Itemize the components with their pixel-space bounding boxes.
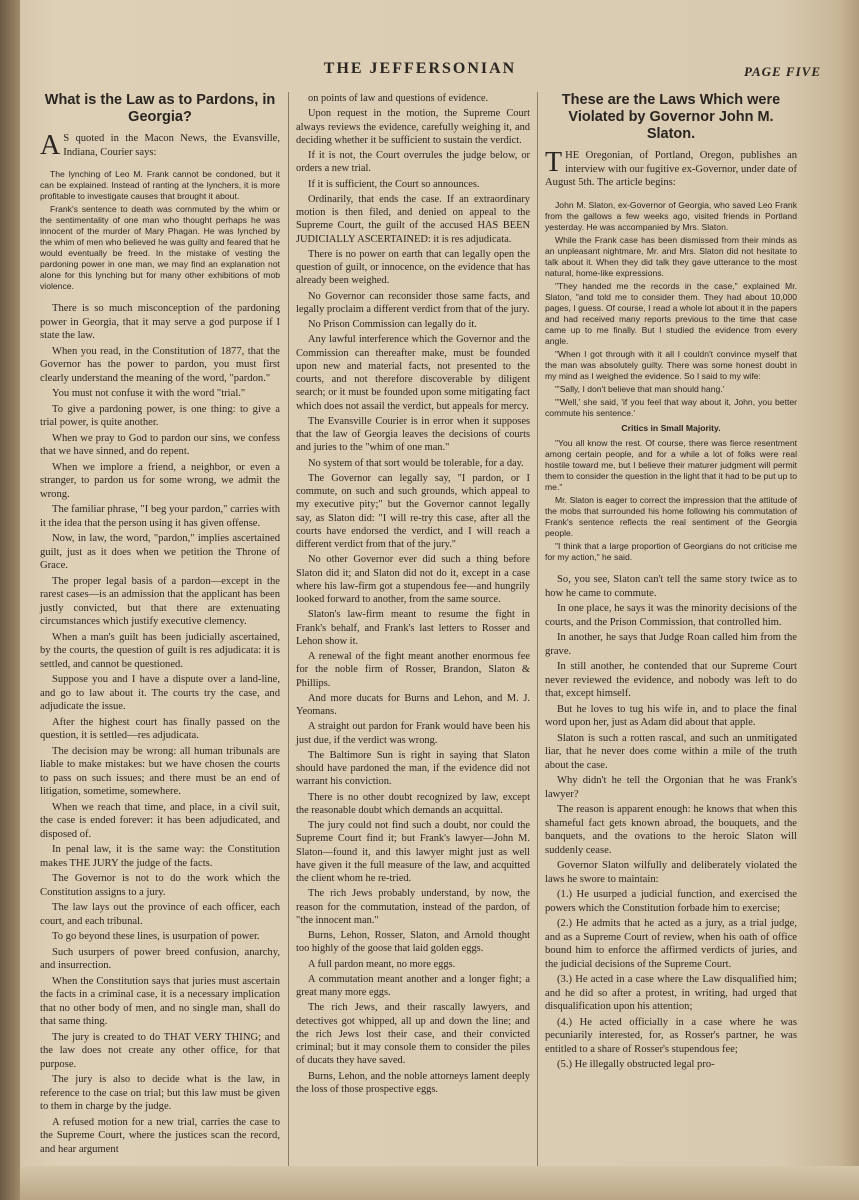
paragraph: The familiar phrase, "I beg your pardon," carries with it the idea that the person using it has given offense. [40,504,280,529]
quote-paragraph: Mr. Slaton is eager to correct the impression that the attitude of the mobs that surrounded his home following his commutation of Frank's sentence reflects the real sentiment of the Georgia people. [545,495,797,538]
paragraph: No system of that sort would be tolerable, for a day. [308,457,524,469]
paragraph: When you read, in the Constitution of 1877, that the Governor has the power to pardon, you must first clearly understand the meaning of the word, "pardon." [40,345,280,384]
page-number: PAGE FIVE [743,64,821,79]
paragraph: No Prison Commission can legally do it. [308,319,477,330]
paragraph: A refused motion for a new trial, carries the case to the Supreme Court, where the justices scan the record, and hear argument [40,1116,280,1155]
column-rule [537,92,538,1167]
paragraph: No Governor can reconsider those same facts, and legally proclaim a different verdict from that of the jury. [296,290,530,315]
headline-laws-violated: These are the Laws Which were Violated by Governor John M. Slaton. [561,92,781,142]
article-body [296,92,530,1096]
paragraph: In still another, he contended that our Supreme Court never reviewed the evidence, and nobody was left to do that, except himself. [545,661,797,699]
paragraph: The law lays out the province of each officer, each court, and each tribunal. [40,902,280,927]
paragraph: When we reach that time, and place, in a civil suit, the case is ended forever: it has been adjudicated, and disposed of. [40,801,280,840]
paragraph: In another, he says that Judge Roan called him from the grave. [545,632,797,657]
quote-paragraph: The lynching of Leo M. Frank cannot be condoned, but it can be explained. Instead of ranting at the lynchers, it is more profitable to investigate causes that brought it about. [40,169,280,201]
subhead: Critics in Small Majority. [621,422,721,433]
paragraph: A renewal of the fight meant another enormous fee for the noble firm of Rosser, Brandon, Slaton & Phillips. [296,651,530,689]
column-3 [545,92,797,1074]
paragraph: Why didn't he tell the Orgonian that he was Frank's lawyer? [545,775,797,800]
paragraph: Governor Slaton wilfully and deliberately violated the laws he swore to maintain: [545,860,797,885]
quote-paragraph: Frank's sentence to death was commuted by the whim or the sentimentality of one man who thought perhaps he was innocent of the murder of Mary Phagan. He was lynched by the whim of men who believed he was guilty and feared that he would eventually be freed. In the mistake of vesting the pardoning power in one man, we may find an explanation not alone for this lynching but for many other exhibitions of mob violence. [40,204,280,291]
paragraph: You must not confuse it with the word "trial." [52,388,246,399]
paragraph: Slaton is such a rotten rascal, and such an unmitigated liar, that he never does come within a mile of the truth about the case. [545,732,797,771]
paragraph: There is no power on earth that can legally open the question of guilt, or innocence, on the evidence that has already been weighed. [296,248,530,287]
paragraph: (4.) He acted officially in a case where he was pecuniarily interested, for, as Rosser's partner, he was entitled to a share of Rosser's stupendous fee; [545,1016,797,1055]
paragraph: The Governor is not to do the work which the Constitution assigns to a jury. [40,873,280,898]
headline-pardons: What is the Law as to Pardons, in Georgia? [44,92,276,125]
paragraph: The reason is apparent enough: he knows that when this shameful fact gets known abroad, the bouquets, and the banquets, and the ovations to the heroic Slaton will suddenly cease. [545,804,797,856]
paragraph: (1.) He usurped a judicial function, and exercised the powers which the Constitution forbade him to exercise; [545,889,797,914]
paragraph: (5.) He illegally obstructed legal pro- [557,1059,715,1070]
paragraph: Burns, Lehon, and the noble attorneys lament deeply the loss of those prospective eggs. [296,1070,530,1095]
quote-paragraph: "They handed me the records in the case," explained Mr. Slaton, "and told me to consider them. They had about 10,000 pages, I guess. Of course, I read a whole lot about it in the papers and had received many reports previous to the time that case came up to me finally. But I studied the evidence from every angle. [545,280,797,346]
binding-spine [0,0,20,1200]
paragraph: Such usurpers of power breed confusion, anarchy, and insurrection. [40,946,280,971]
page-bottom-edge [20,1166,859,1200]
paragraph: The Baltimore Sun is right in saying that Slaton should have pardoned the man, if the evidence did not warrant his conviction. [296,749,530,788]
paragraph: on points of law and questions of evidence. [308,93,489,104]
column-2 [296,92,530,1098]
lead-paragraph: THE Oregonian, of Portland, Oregon, publishes an interview with our fugitive ex-Governor, under date of August 5th. The article begins: [545,147,797,188]
paragraph: A full pardon meant, no more eggs. [308,958,456,970]
quote-paragraph: While the Frank case has been dismissed from their minds as an unpleasant nightmare, Mr. and Mrs. Slaton did not hesitate to talk about it. When they did talk they gave utterance to the most natural, home-like expressions. [545,234,797,278]
paragraph: But he loves to tug his wife in, and to place the final word upon her, just as Adam did about that apple. [545,703,797,728]
quote-paragraph: "You all know the rest. Of course, there was fierce resentment among certain people, and for a while a lot of folks were real hostile toward me, but I believe their maturer judgment will permit them to consider the question in the light that it had to be put up to me." [545,438,797,492]
paragraph: To give a pardoning power, is one thing: to give a trial power, is quite another. [40,403,280,428]
paragraph: When we implore a friend, a neighbor, or even a stranger, to pardon us for some wrong, we admit the wrong. [40,461,280,500]
paragraph: Ordinarily, that ends the case. If an extraordinary motion is then filed, and denied on appeal to the Supreme Court, the guilt of the accused HAS BEEN JUDICIALLY ASCERTAINED: it is res adjudicata. [296,193,530,245]
masthead: THE JEFFERSONIAN [323,60,517,77]
quote-block [40,169,280,292]
paragraph: If it is not, the Court overrules the judge below, or orders a new trial. [296,150,530,175]
paragraph: The rich Jews probably understand, by now, the reason for the commutation, instead of the pardon, of "the innocent man." [296,888,530,926]
quote-paragraph: "When I got through with it all I couldn't convince myself that the man was absolutely guilty. There was some honest doubt in my mind as I weighed the evidence. So I said to my wife: [545,348,797,381]
paragraph: Now, in law, the word, "pardon," implies ascertained guilt, just as it does when we petition the Throne of Grace. [40,533,280,571]
paragraph: The jury is also to decide what is the law, in reference to the case on trial; but this law must be given to them in charge by the judge. [40,1074,280,1112]
paragraph: When the Constitution says that juries must ascertain the facts in a criminal case, it is a necessary implication that no other body of men, and no single man, shall do that same thing. [40,975,280,1027]
paragraph: So, you see, Slaton can't tell the same story twice as to how he came to commute. [545,574,797,599]
paragraph: In one place, he says it was the minority decisions of the courts, and the Prison Commission, that controlled him. [545,603,797,628]
paragraph: A commutation meant another and a longer fight; a great many more eggs. [296,973,530,998]
paragraph: Slaton's law-firm meant to resume the fight in Frank's behalf, and Frank's last letters to Rosser and Lehon show it. [296,609,530,647]
paragraph: The rich Jews, and their rascally lawyers, and detectives got whipped, all up and down the line; and the rich Jews lost their case, and their convicted criminal; but it may console them to consider the piles of ducats they have saved. [296,1002,530,1067]
quote-block [545,200,797,419]
paragraph: If it is sufficient, the Court so announces. [308,178,480,190]
paragraph: The decision may be wrong: all human tribunals are liable to make mistakes: but we have chosen the courts to pass on such issues; and there must be an end of litigation, sometime, somewhere. [40,745,280,797]
paragraph: And more ducats for Burns and Lehon, and M. J. Yeomans. [296,692,530,717]
paragraph: Any lawful interference which the Governor and the Commission can thereafter make, must be founded upon new and material facts, not presented to the courts, and not therefore discoverable by diligent search; or it must be founded upon some mitigating fact which does not assail the verdict, but appeals for mercy. [296,334,530,412]
dropcap: T [545,147,563,178]
paragraph: When a man's guilt has been judicially ascertained, by the courts, the question of guilt is res adjudicata: it is settled, and cannot be questioned. [40,631,280,670]
paragraph: (3.) He acted in a case where the Law disqualified him; and he did so after a protest, in writing, had urged that disqualification upon his attention; [545,974,797,1012]
paragraph: No other Governor ever did such a thing before Slaton did it; and Slaton did not do it, except in a case where his law-firm got a stupendous fee—and hungrily looked forward to another, from the same source. [296,554,530,605]
article-body [40,302,280,1156]
column-rule [288,92,289,1167]
quote-block [545,438,797,563]
quote-paragraph: "'Well,' she said, 'if you feel that way about it, John, you better commute his sentence.' [545,396,797,418]
paragraph: There is no other doubt recognized by law, except the reasonable doubt which demands an acquittal. [296,791,530,816]
paragraph: In penal law, it is the same way: the Constitution makes THE JURY the judge of the facts. [40,844,280,869]
paragraph: Upon request in the motion, the Supreme Court always reviews the evidence, carefully weighing it, and deciding whether it be sufficient to sustain the verdict. [296,108,530,146]
paragraph: The jury is created to do THAT VERY THING; and the law does not create any other office, for that purpose. [40,1031,280,1070]
paragraph: There is so much misconception of the pardoning power in Georgia, that it may serve a god purpose if I state the law. [40,303,280,341]
paragraph: The Evansville Courier is in error when it supposes that the law of Georgia leaves the decisions of courts and juries to the "whim of one man." [296,415,530,454]
paragraph: (2.) He admits that he acted as a jury, as a trial judge, and as a Supreme Court of review, when his oath of office bound him to enforce the affirmed verdicts of juries, and the judicial decisions of the Supreme Court. [545,918,797,970]
lead-paragraph: A S quoted in the Macon News, the Evansville, Indiana, Courier says: [40,130,280,161]
paragraph: To go beyond these lines, is usurpation of power. [52,931,260,942]
paragraph: When we pray to God to pardon our sins, we confess that we have sinned, and do repent. [40,432,280,457]
paragraph: The Governor can legally say, "I pardon, or I commute, on such and such grounds, which appeal to my executive pity;" but the Governor cannot legally say, as Slaton did: "I will re-try this case, after all the courts have endorsed the verdict, and I will reach a different verdict from that of the jury." [296,472,530,550]
paragraph: After the highest court has finally passed on the question, it is settled—res adjudicata. [40,716,280,741]
quote-paragraph: "I think that a large proportion of Georgians do not criticise me for my action," he said. [545,541,797,562]
paragraph: Burns, Lehon, Rosser, Slaton, and Arnold thought too highly of the goose that laid golden eggs. [296,930,530,955]
column-1 [40,92,280,1158]
paragraph: Suppose you and I have a dispute over a land-line, and go to law about it. The courts try the case, and adjudicate the issue. [40,674,280,712]
article-body [545,573,797,1072]
paragraph: A straight out pardon for Frank would have been his just due, if the verdict was wrong. [296,721,530,746]
quote-paragraph: "'Sally, I don't believe that man should hang.' [555,383,725,394]
quote-paragraph: John M. Slaton, ex-Governor of Georgia, who saved Leo Frank from the gallows a few weeks ago, visited friends in Portland yesterday. He was accompanied by Mrs. Slaton. [545,199,797,232]
paragraph: The proper legal basis of a pardon—except in the rarest cases—is an admission that the applicant has been justly convicted, but that there are extenuating circumstances which justify executive clemency. [40,575,280,627]
paragraph: The jury could not find such a doubt, nor could the Supreme Court find it; but Frank's lawyer—John M. Slaton—found it, and this lawyer might just as well have given it the full measure of the law, and acquitted the client whom he re-tried. [296,820,530,884]
dropcap: A [40,130,61,161]
